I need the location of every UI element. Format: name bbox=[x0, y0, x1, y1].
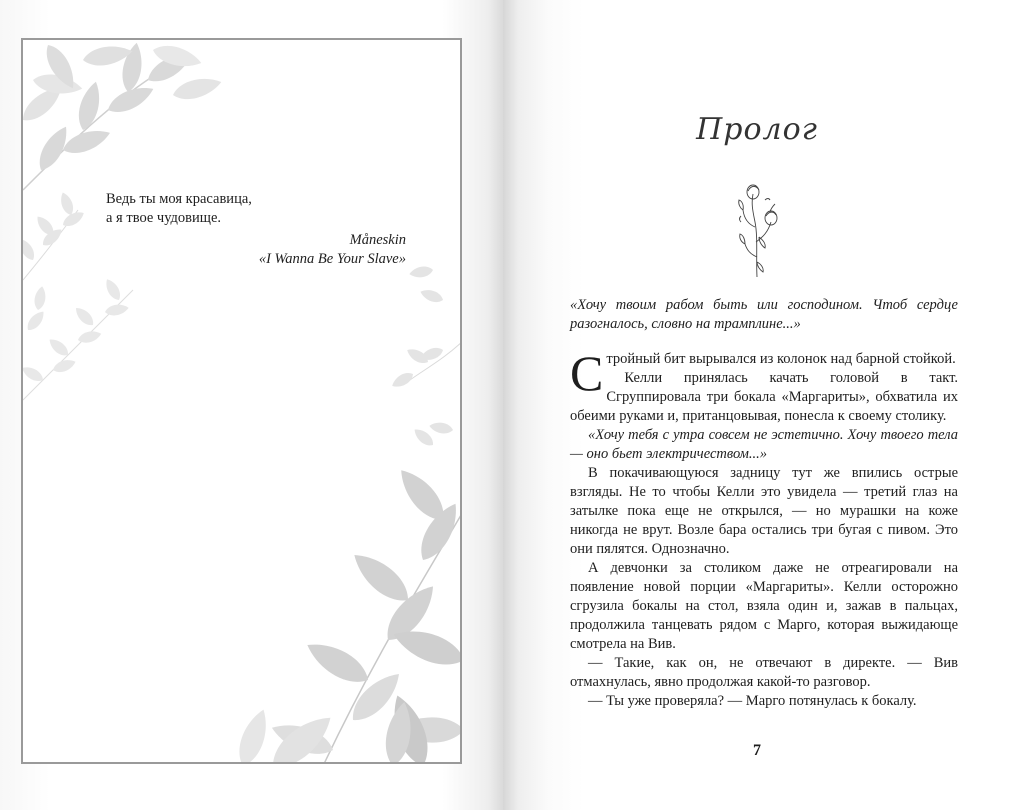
paragraph-5: А девчонки за столиком даже не отреагировали на появление новой порции «Маргариты». Келли осторожно сгрузила бокалы на стол, взяла один и, зажав в пальцах, продолжила танцевать рядом с Марго, которая выжидающе смотрела на Вив. bbox=[570, 560, 958, 652]
paragraph-7: — Ты уже проверяла? — Марго потянулась к бокалу. bbox=[588, 693, 917, 709]
chapter-title: Пролог bbox=[696, 112, 818, 147]
chapter-epigraph: «Хочу твоим рабом быть или господином. Чтоб сердце разогналось, словно на трамплине...» bbox=[570, 297, 958, 332]
epigraph-line-1: Ведь ты моя красавица, bbox=[106, 191, 252, 207]
chapter-text bbox=[570, 296, 958, 711]
page-number: 7 bbox=[753, 742, 761, 759]
drop-cap: С bbox=[570, 345, 604, 401]
paragraph-3: «Хочу тебя с утра совсем не эстетично. Хочу твоего тела — оно бьет электричеством...» bbox=[570, 427, 958, 462]
flower-sketch-icon bbox=[735, 182, 781, 278]
left-epigraph bbox=[106, 190, 406, 269]
right-page bbox=[503, 0, 1011, 810]
paragraph-4: В покачивающуюся задницу тут же впились острые взгляды. Не то чтобы Келли это увидела — третий глаз на затылке пока еще не открылся, — но мурашки на коже никогда не врут. Возле бара остались три бугая с пивом. Это они пялятся. Однозначно. bbox=[570, 465, 958, 557]
epigraph-author: Måneskin bbox=[349, 232, 406, 248]
epigraph-song: «I Wanna Be Your Slave» bbox=[258, 251, 406, 267]
first-paragraph-text: тройный бит вырывался из колонок над барной стойкой. bbox=[606, 351, 956, 367]
paragraph-6: — Такие, как он, не отвечают в директе. — Вив отмахнулась, явно продолжая какой-то разговор. bbox=[570, 655, 958, 690]
left-page bbox=[0, 0, 503, 810]
epigraph-line-2: а я твое чудовище. bbox=[106, 210, 222, 226]
leaf-decoration-icon bbox=[23, 40, 462, 764]
paragraph-2: Келли принялась качать головой в такт. Сгруппировала три бокала «Маргариты», обхватила их обеими руками и, пританцовывая, понесла к своему столику. bbox=[570, 370, 958, 424]
decorative-frame bbox=[21, 38, 462, 764]
